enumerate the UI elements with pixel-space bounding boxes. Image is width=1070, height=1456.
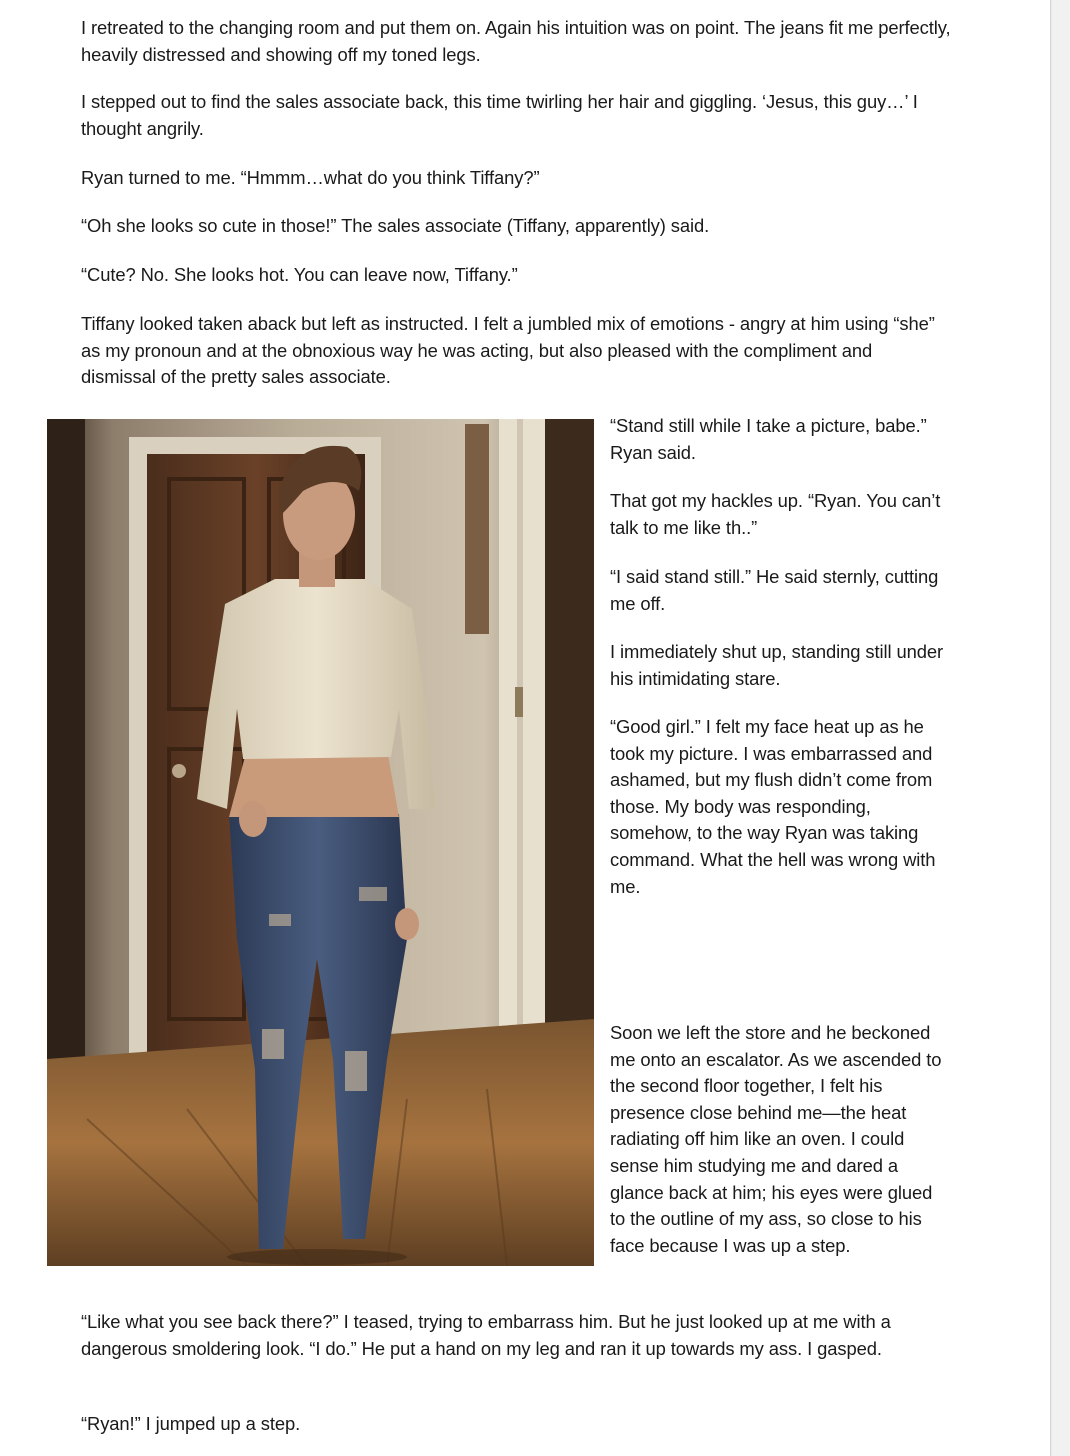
- paragraph: “Cute? No. She looks hot. You can leave now, Tiffany.”: [81, 264, 518, 285]
- paragraph: I retreated to the changing room and put them on. Again his intuition was on point. The jeans fit me perfectly, heavily distressed and showing off my toned legs.: [81, 17, 951, 65]
- paragraph: That got my hackles up. “Ryan. You can’t talk to me like th..”: [610, 490, 941, 538]
- paragraph: Soon we left the store and he beckoned me onto an escalator. As we ascended to the second floor together, I felt his presence close behind me—the heat radiating off him like an oven. I could sense him studying me and dared a glance back at him; his eyes were glued to the outline of my ass, so close to his face because I was up a step.: [610, 1022, 942, 1256]
- paragraph: I immediately shut up, standing still under his intimidating stare.: [610, 641, 944, 689]
- paragraph: “Good girl.” I felt my face heat up as he took my picture. I was embarrassed and ashamed, but my flush didn’t come from those. My body was responding, somehow, to the way Ryan was taking command. What the hell was wrong with me.: [610, 716, 936, 897]
- paragraph: Tiffany looked taken aback but left as instructed. I felt a jumbled mix of emotions - angry at him using “she” as my pronoun and at the obnoxious way he was acting, but also pleased with the compliment and dismissal of the pretty sales associate.: [81, 313, 935, 388]
- paragraph: “Stand still while I take a picture, babe.” Ryan said.: [610, 415, 927, 463]
- inline-photo: [47, 419, 594, 1266]
- paragraph: “Oh she looks so cute in those!” The sales associate (Tiffany, apparently) said.: [81, 215, 710, 236]
- paragraph: “I said stand still.” He said sternly, cutting me off.: [610, 566, 939, 614]
- paragraph: I stepped out to find the sales associate back, this time twirling her hair and giggling. ‘Jesus, this guy…’ I thought angrily.: [81, 91, 918, 139]
- scrollbar-track[interactable]: [1052, 0, 1070, 1456]
- paragraph: “Like what you see back there?” I teased, trying to embarrass him. But he just looked up at me with a dangerous smoldering look. “I do.” He put a hand on my leg and ran it up towards my ass. I gasped.: [81, 1311, 891, 1359]
- paragraph: Ryan turned to me. “Hmmm…what do you think Tiffany?”: [81, 167, 540, 188]
- paragraph: “Ryan!” I jumped up a step.: [81, 1413, 301, 1434]
